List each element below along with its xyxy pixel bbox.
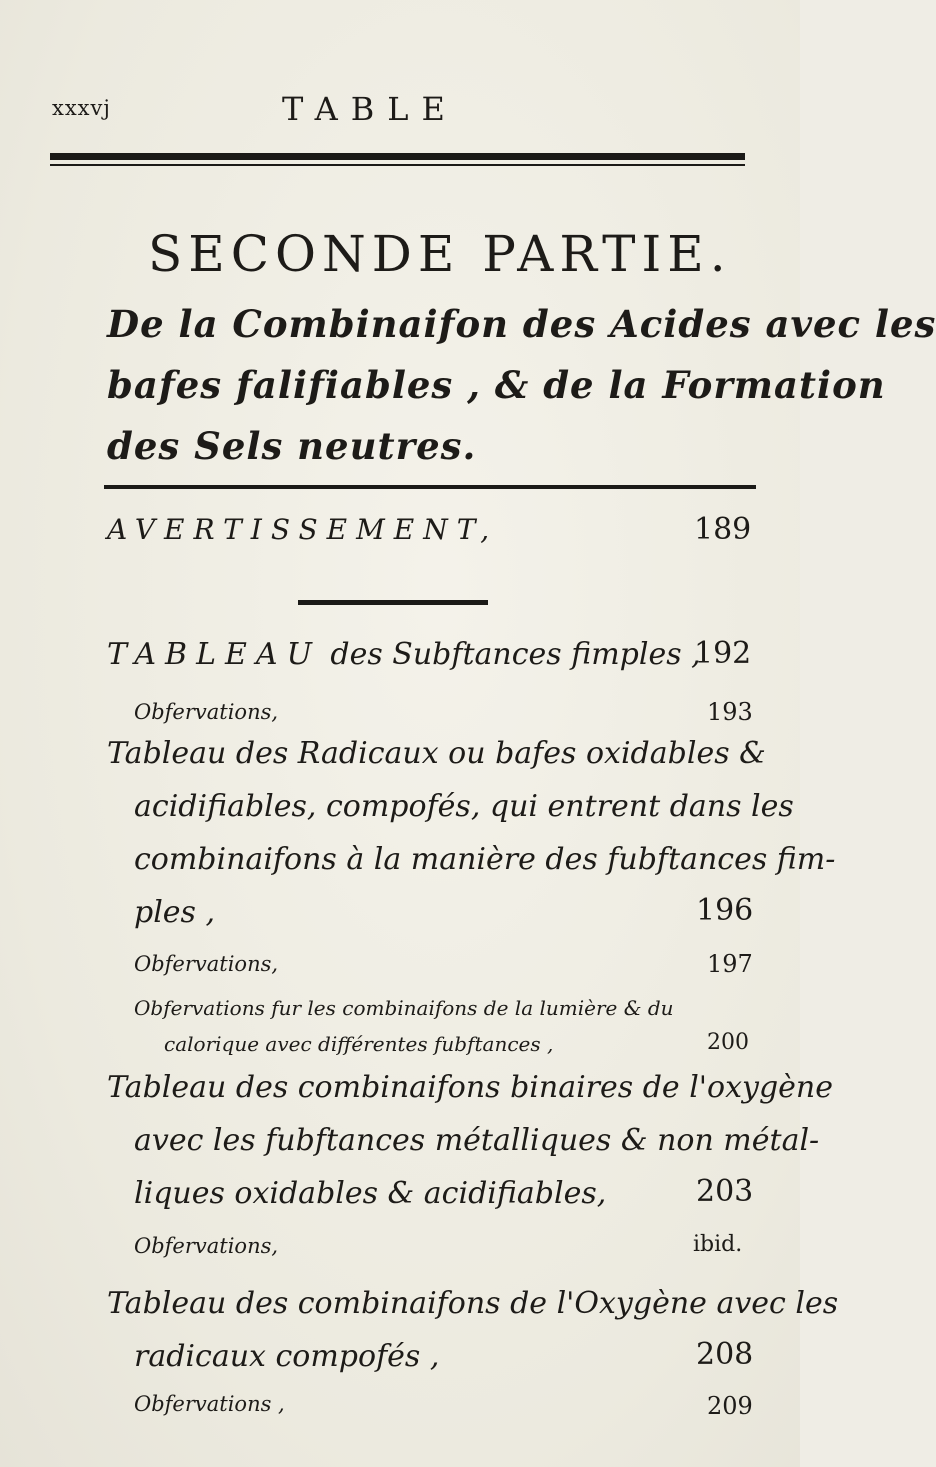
section-subtitle-line: bafes falifiables , & de la Formation	[107, 363, 886, 407]
running-head: TABLE	[282, 90, 458, 128]
toc-entry-line: combinaifons à la manière des fubftances fim-	[134, 842, 836, 877]
toc-entry-line: Tableau des combinaifons binaires de l'oxygène	[107, 1070, 834, 1105]
toc-page-ref: 208	[696, 1337, 754, 1372]
toc-entry-line: acidifiables, compofés, qui entrent dans les	[134, 789, 794, 824]
toc-page-ref: 193	[707, 698, 753, 726]
toc-page-ref: 197	[707, 950, 753, 978]
toc-page-ref: 196	[696, 893, 754, 928]
toc-entry-line: ples ,	[134, 895, 216, 930]
toc-entry-observations: Obfervations,	[134, 952, 279, 976]
toc-entry-line: Obfervations fur les combinaifons de la lumière & du	[134, 996, 674, 1020]
toc-page-ref: 209	[707, 1392, 753, 1420]
toc-page-ref: 200	[707, 1030, 749, 1055]
toc-entry-avertissement: AVERTISSEMENT,	[107, 513, 499, 546]
toc-entry-tableau-substances	[107, 637, 701, 672]
page-number: xxxvj	[52, 96, 111, 120]
toc-entry-label: des Subftances fimples ,	[330, 637, 701, 672]
toc-page-ref: ibid.	[693, 1232, 743, 1257]
section-subtitle-line: des Sels neutres.	[107, 424, 477, 468]
toc-entry-observations: Obfervations,	[134, 1234, 279, 1258]
toc-entry-observations: Obfervations,	[134, 700, 279, 724]
top-rule	[50, 153, 745, 160]
entry-separator	[298, 600, 488, 605]
toc-page-ref: 203	[696, 1174, 754, 1209]
toc-entry-line: Tableau des combinaifons de l'Oxygène avec les	[107, 1286, 839, 1321]
toc-entry-line: avec les fubftances métalliques & non métal-	[134, 1123, 820, 1158]
section-title: SECONDE PARTIE.	[148, 225, 732, 283]
section-subtitle-line: De la Combinaifon des Acides avec les	[107, 302, 936, 346]
toc-entry-line: Tableau des Radicaux ou bafes oxidables &	[107, 736, 766, 771]
toc-entry-line: liques oxidables & acidifiables,	[134, 1176, 607, 1211]
toc-page-ref: 189	[694, 512, 752, 547]
toc-entry-line: radicaux compofés ,	[134, 1339, 440, 1374]
toc-entry-observations: Obfervations ,	[134, 1392, 285, 1416]
top-rule-thin	[50, 164, 745, 166]
toc-entry-prefix: TABLEAU	[107, 637, 321, 672]
toc-entry-line: calorique avec différentes fubftances ,	[164, 1032, 554, 1056]
section-separator	[104, 485, 756, 489]
toc-page-ref: 192	[694, 636, 752, 671]
